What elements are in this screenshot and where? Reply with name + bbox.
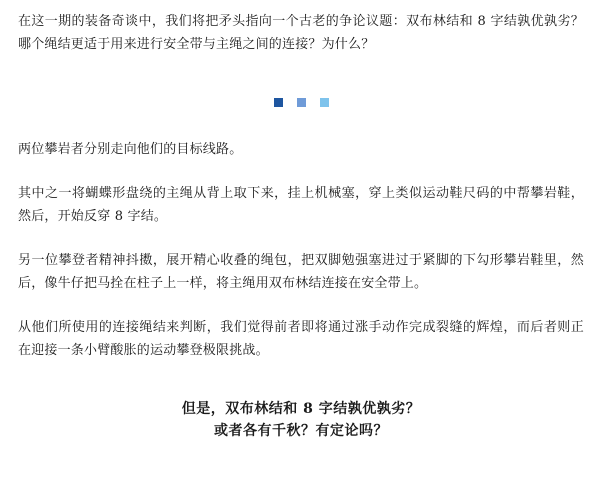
divider-square-1 bbox=[274, 98, 283, 107]
closing-line-1: 但是，双布林结和 8 字结孰优孰劣？ bbox=[181, 401, 421, 417]
closing-line-2: 或者各有千秋？有定论吗？ bbox=[214, 423, 388, 439]
body-paragraph-4: 从他们所使用的连接绳结来判断，我们觉得前者即将通过涨手动作完成裂缝的辉煌，而后者则正在迎接一条小臂酸胀的运动攀登极限挑战。 bbox=[18, 320, 584, 358]
divider-square-2 bbox=[297, 98, 306, 107]
body-paragraph-3: 另一位攀登者精神抖擞，展开精心收叠的绳包，把双脚勉强塞进过于紧脚的下勾形攀岩鞋里，然后，像牛仔把马拴在柱子上一样，将主绳用双布林结连接在安全带上。 bbox=[18, 253, 584, 291]
article-body bbox=[18, 10, 584, 442]
body-paragraph-2: 其中之一将蝴蝶形盘绕的主绳从背上取下来，挂上机械塞，穿上类似运动鞋尺码的中帮攀岩鞋，然后，开始反穿 8 字结。 bbox=[18, 186, 584, 224]
section-divider bbox=[18, 98, 584, 108]
divider-square-3 bbox=[320, 98, 329, 107]
body-paragraph-1: 两位攀岩者分别走向他们的目标线路。 bbox=[18, 142, 243, 157]
closing-question bbox=[18, 398, 584, 442]
intro-paragraph: 在这一期的装备奇谈中，我们将把矛头指向一个古老的争论议题：双布林结和 8 字结孰优孰劣？哪个绳结更适于用来进行安全带与主绳之间的连接？为什么？ bbox=[18, 14, 584, 52]
